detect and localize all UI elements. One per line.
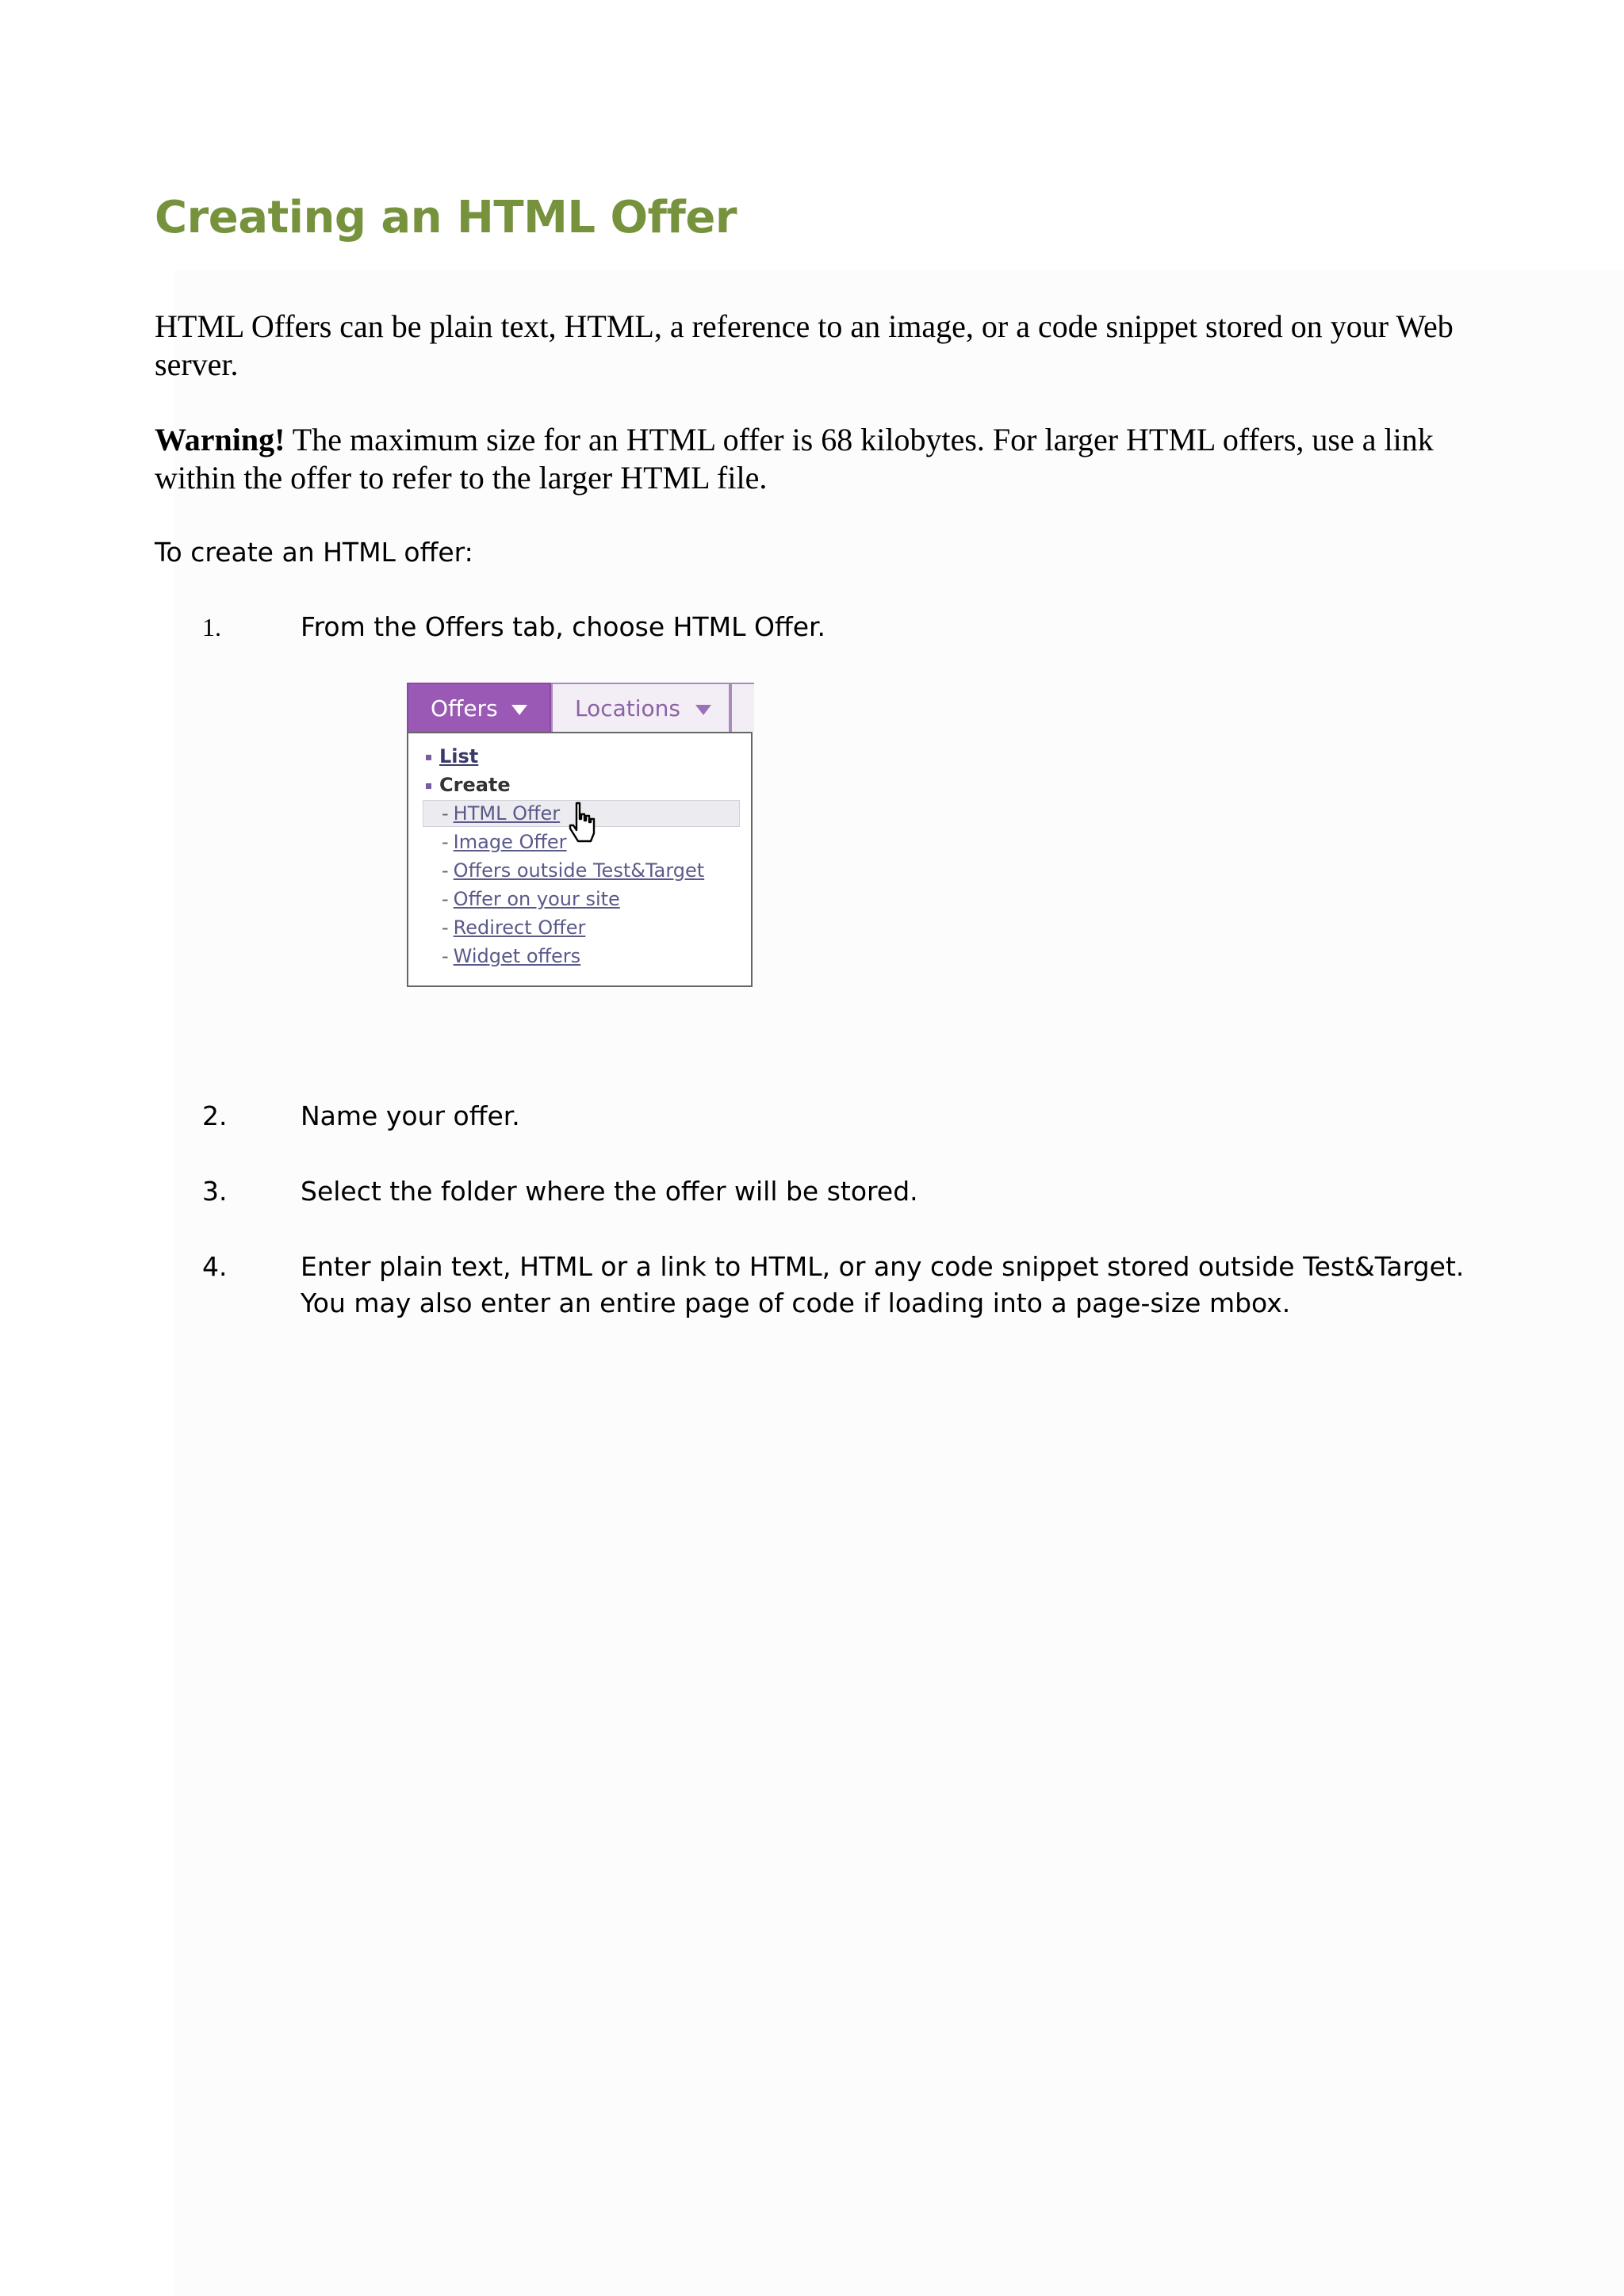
menu-item-widget-offers[interactable]: - Widget offers (442, 945, 581, 967)
menu-item-label: HTML Offer (453, 802, 561, 825)
bullet-icon (426, 783, 431, 789)
warning-text: The maximum size for an HTML offer is 68 kilobytes. For larger HTML offers, use a link within the offer to refer to the larger HTML file. (155, 422, 1434, 496)
tab-next-partial (730, 683, 754, 732)
step-number: 4. (202, 1251, 228, 1282)
menu-item-list[interactable] (426, 743, 478, 770)
menu-item-html-offer[interactable]: - HTML Offer (442, 802, 561, 825)
tab-label: Offers (431, 695, 498, 721)
menu-item-offers-outside[interactable]: - Offers outside Test&Target (442, 859, 705, 882)
menu-item-label: List (439, 745, 479, 767)
warning-label: Warning! (155, 422, 285, 457)
menu-item-label: Redirect Offer (453, 916, 586, 939)
page-title: Creating an HTML Offer (155, 192, 737, 243)
menu-item-create (426, 771, 511, 798)
menu-item-offer-on-site[interactable]: - Offer on your site (442, 888, 620, 910)
intro-paragraph: HTML Offers can be plain text, HTML, a reference to an image, or a code snippet stored on your Web server. (155, 308, 1454, 382)
menu-item-label: Create (439, 774, 511, 796)
menu-item-label: Offer on your site (453, 888, 620, 910)
step-number: 1. (202, 613, 221, 641)
menu-item-label: Widget offers (453, 945, 581, 967)
offers-menu-screenshot (407, 683, 753, 987)
warning-paragraph (155, 421, 1471, 497)
procedure-lead: To create an HTML offer: (155, 537, 473, 568)
step-text: Name your offer. (301, 1100, 520, 1131)
caret-down-icon (511, 705, 527, 715)
menu-item-redirect-offer[interactable]: - Redirect Offer (442, 916, 586, 939)
menu-item-label: Offers outside Test&Target (453, 859, 705, 882)
step-number: 2. (202, 1100, 228, 1131)
caret-down-icon (695, 705, 711, 715)
bullet-icon (426, 755, 431, 760)
menu-item-label: Image Offer (453, 831, 567, 853)
tab-label: Locations (575, 695, 681, 721)
step-text: Enter plain text, HTML or a link to HTML, or any code snippet stored outside Test&Target. You may also enter an entire page of code if loading into a page-size mbox. (301, 1251, 1465, 1318)
dropdown-menu (407, 732, 753, 987)
menu-item-image-offer[interactable]: - Image Offer (442, 831, 567, 853)
tab-bar (407, 683, 753, 733)
hand-pointer-icon (567, 802, 599, 846)
tab-locations[interactable] (551, 683, 730, 732)
tab-offers[interactable] (407, 683, 551, 732)
step-number: 3. (202, 1176, 228, 1207)
step-text: From the Offers tab, choose HTML Offer. (301, 611, 826, 642)
step-text: Select the folder where the offer will be stored. (301, 1176, 918, 1207)
